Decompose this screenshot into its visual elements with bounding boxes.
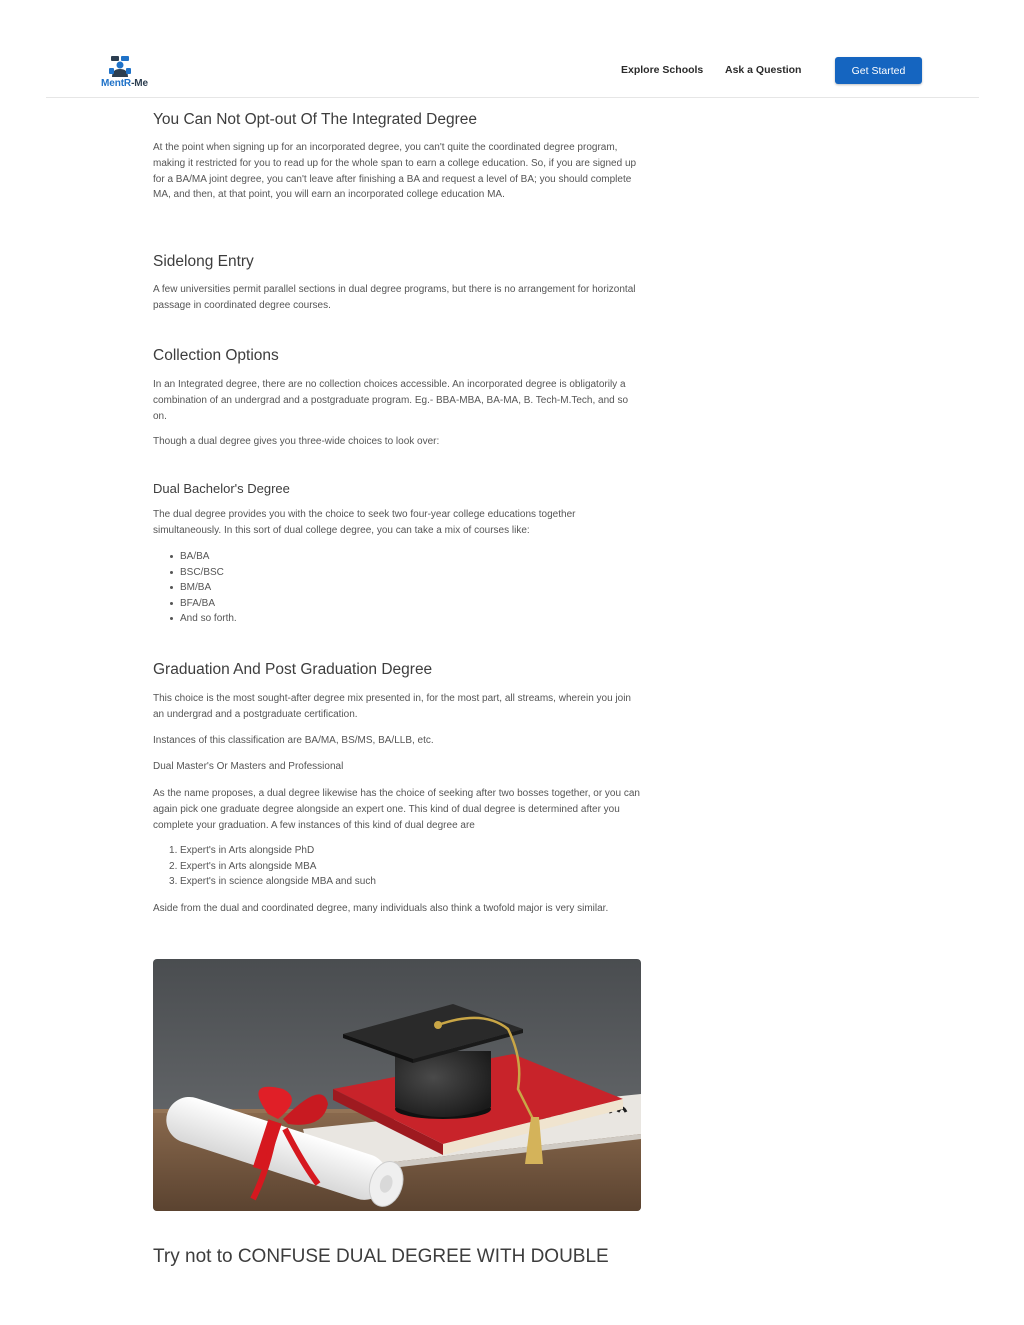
list-item: Expert's in science alongside MBA and such bbox=[180, 876, 376, 888]
paragraph: A few universities permit parallel sections in dual degree programs, but there is no arrangement for horizontal passage in coordinated degree courses. bbox=[153, 284, 636, 311]
paragraph: At the point when signing up for an incorporated degree, you can't quite the coordinated degree program, making it restricted for you to read up for the whole span to earn a college education. So, if you are signed up for a BA/MA joint degree, you can't leave after finishing a BA and request a level of BA; you should complete MA, and then, at that point, you will earn an incorporated college education MA. bbox=[153, 142, 637, 201]
paragraph: As the name proposes, a dual degree likewise has the choice of seeking after two bosses together, or you can again pick one graduate degree alongside an expert one. This kind of dual degree is determined after you complete your graduation. A few instances of this kind of dual degree are bbox=[153, 788, 640, 831]
list-item: BA/BA bbox=[153, 549, 633, 565]
list-item: And so forth. bbox=[153, 611, 633, 627]
mentr-me-logo[interactable] bbox=[101, 56, 161, 92]
get-started-button[interactable]: Get Started bbox=[835, 57, 922, 84]
nav-ask-question[interactable]: Ask a Question bbox=[725, 64, 802, 76]
paragraph: In an Integrated degree, there are no collection choices accessible. An incorporated degree is obligatorily a combination of an undergrad and a postgraduate program. Eg.- BBA-MBA, BA-MA, B. Tech-M.Tech, and so on. bbox=[153, 379, 629, 422]
section-heading: Collection Options bbox=[153, 347, 279, 364]
list-item: BFA/BA bbox=[153, 596, 633, 612]
course-list bbox=[153, 549, 633, 627]
paragraph: This choice is the most sought-after degree mix presented in, for the most part, all streams, wherein you join an undergrad and a postgraduate certification. bbox=[153, 693, 631, 720]
graduation-cap-diploma-illustration bbox=[153, 959, 641, 1211]
closing-heading: Try not to CONFUSE DUAL DEGREE WITH DOUBLE bbox=[153, 1246, 609, 1267]
paragraph: The dual degree provides you with the choice to seek two four-year college educations together simultaneously. In this sort of dual college degree, you can take a mix of courses like: bbox=[153, 509, 576, 536]
section-heading: Graduation And Post Graduation Degree bbox=[153, 661, 433, 678]
list-item: BM/BA bbox=[153, 580, 633, 596]
logo-wordmark: MentR-Me bbox=[101, 78, 148, 89]
paragraph: Instances of this classification are BA/MA, BS/MS, BA/LLB, etc. bbox=[153, 735, 434, 746]
subsection-heading: Dual Bachelor's Degree bbox=[153, 481, 290, 496]
paragraph: Though a dual degree gives you three-wide choices to look over: bbox=[153, 436, 440, 447]
site-header bbox=[46, 0, 979, 98]
example-list bbox=[153, 843, 633, 890]
list-item: Expert's in Arts alongside PhD bbox=[180, 845, 315, 856]
paragraph: Aside from the dual and coordinated degree, many individuals also think a twofold major is very similar. bbox=[153, 903, 609, 914]
list-item: Expert's in Arts alongside MBA bbox=[180, 860, 317, 872]
section-heading: Sidelong Entry bbox=[153, 253, 254, 270]
section-heading: You Can Not Opt-out Of The Integrated Degree bbox=[153, 111, 477, 128]
list-item: BSC/BSC bbox=[153, 565, 633, 581]
chat-person-icon bbox=[108, 56, 132, 78]
graduation-image bbox=[153, 959, 641, 1211]
nav-explore-schools[interactable]: Explore Schools bbox=[621, 64, 704, 76]
paragraph: Dual Master's Or Masters and Professional bbox=[153, 761, 344, 772]
